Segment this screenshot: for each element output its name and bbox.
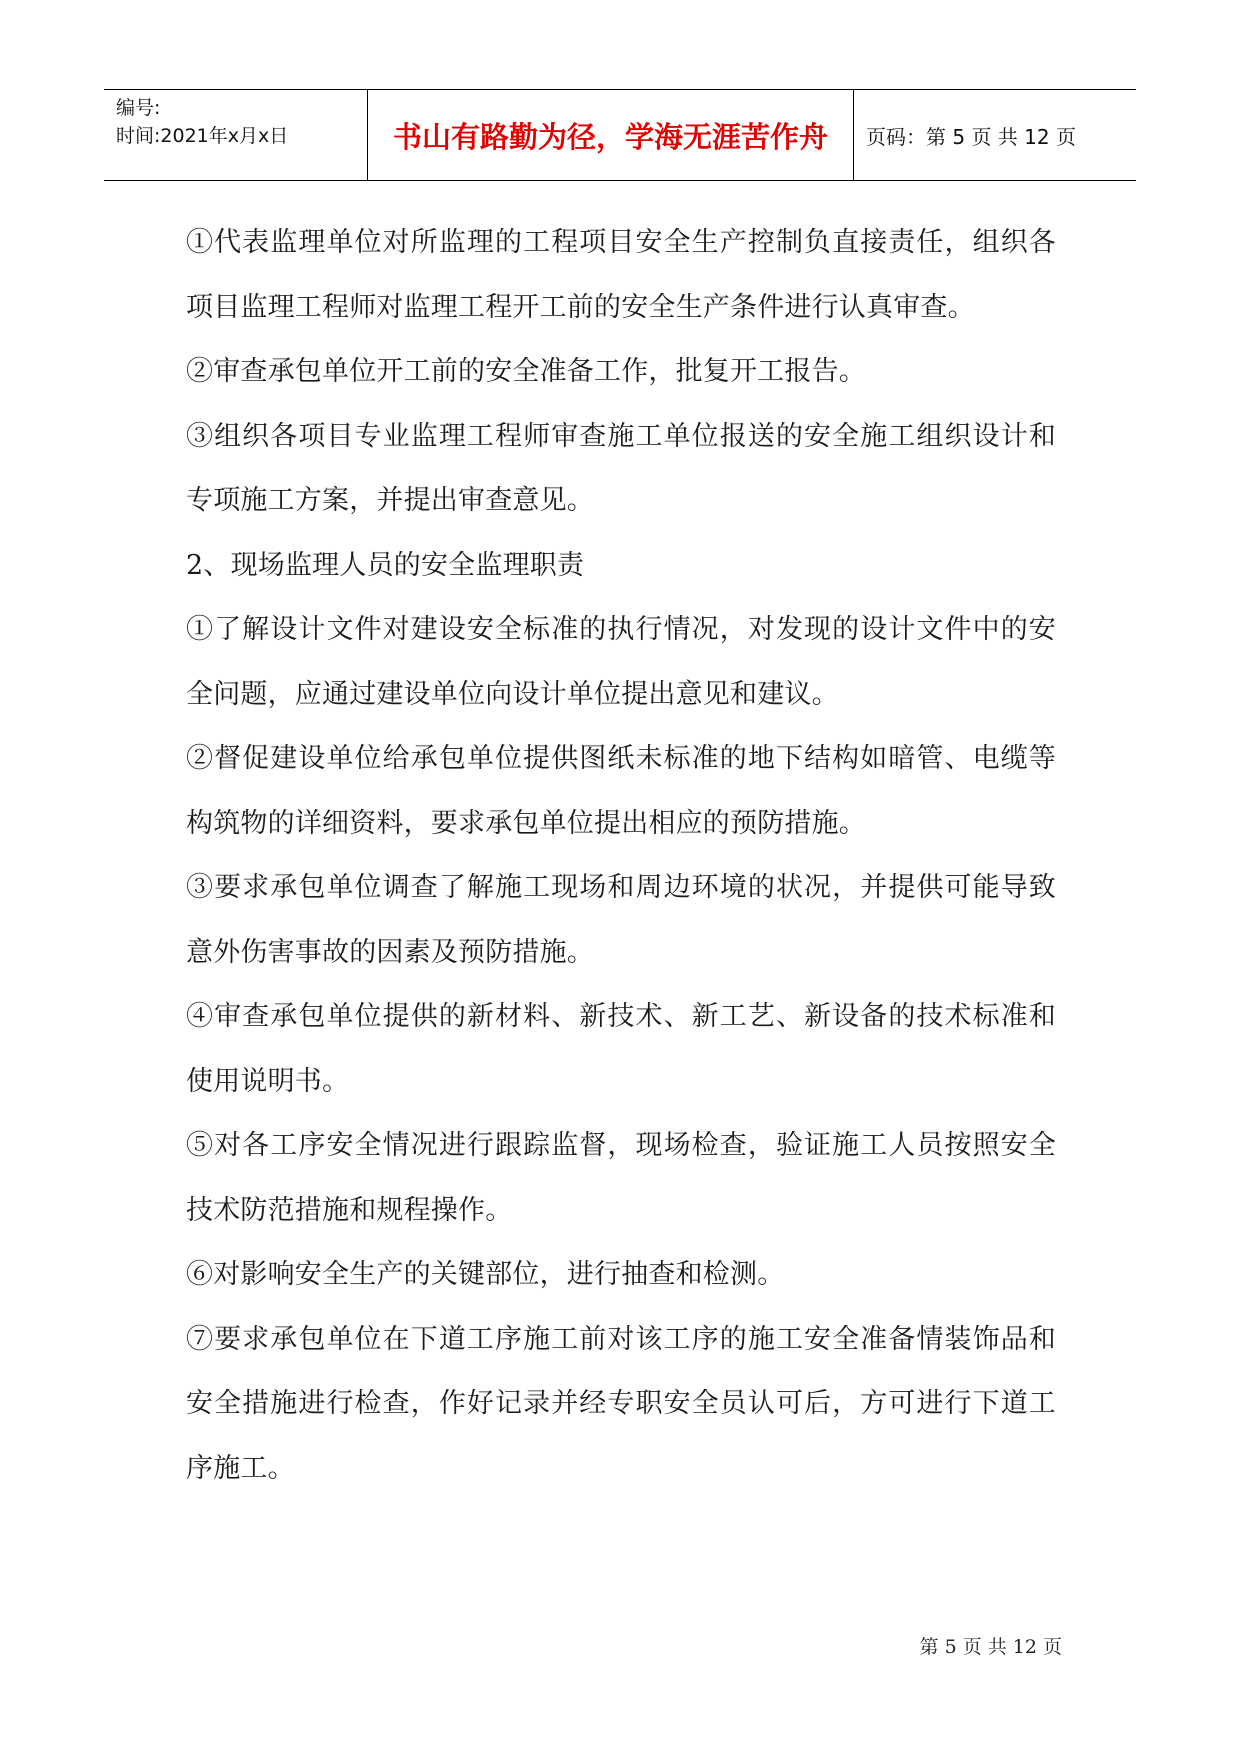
paragraph: ⑦要求承包单位在下道工序施工前对该工序的施工安全准备情装饰品和安全措施进行检查，作好记录并经专职安全员认可后，方可进行下道工序施工。 — [186, 1323, 1056, 1484]
paragraph: ②审查承包单位开工前的安全准备工作，批复开工报告。 — [186, 356, 866, 387]
header-motto: 书山有路勤为径，学海无涯苦作舟 — [368, 90, 854, 180]
section-heading: 2、现场监理人员的安全监理职责 — [186, 549, 585, 581]
header-page-label: 页码：第 5 页 共 12 页 — [866, 124, 1076, 149]
paragraph: ①代表监理单位对所监理的工程项目安全生产控制负直接责任，组织各项目监理工程师对监理工程开工前的安全生产条件进行认真审查。 — [186, 227, 1056, 323]
paragraph: ⑥对影响安全生产的关键部位，进行抽查和检测。 — [186, 1259, 785, 1290]
header-number-label: 编号: — [116, 97, 161, 119]
header-meta — [104, 90, 368, 180]
paragraph: ①了解设计文件对建设安全标准的执行情况，对发现的设计文件中的安全问题，应通过建设单位向设计单位提出意见和建议。 — [186, 614, 1056, 710]
header-time-label: 时间:2021年x月x日 — [116, 125, 289, 147]
paragraph: ③组织各项目专业监理工程师审查施工单位报送的安全施工组织设计和专项施工方案，并提出审查意见。 — [186, 420, 1056, 516]
document-body — [186, 211, 1056, 1501]
paragraph: ⑤对各工序安全情况进行跟踪监督，现场检查，验证施工人员按照安全技术防范措施和规程操作。 — [186, 1130, 1056, 1226]
paragraph: ④审查承包单位提供的新材料、新技术、新工艺、新设备的技术标准和使用说明书。 — [186, 1001, 1056, 1097]
paragraph: ③要求承包单位调查了解施工现场和周边环境的状况，并提供可能导致意外伤害事故的因素及预防措施。 — [186, 872, 1056, 968]
page-footer: 第 5 页 共 12 页 — [919, 1636, 1062, 1658]
paragraph: ②督促建设单位给承包单位提供图纸未标准的地下结构如暗管、电缆等构筑物的详细资料，要求承包单位提出相应的预防措施。 — [186, 743, 1056, 839]
document-header — [104, 89, 1136, 181]
